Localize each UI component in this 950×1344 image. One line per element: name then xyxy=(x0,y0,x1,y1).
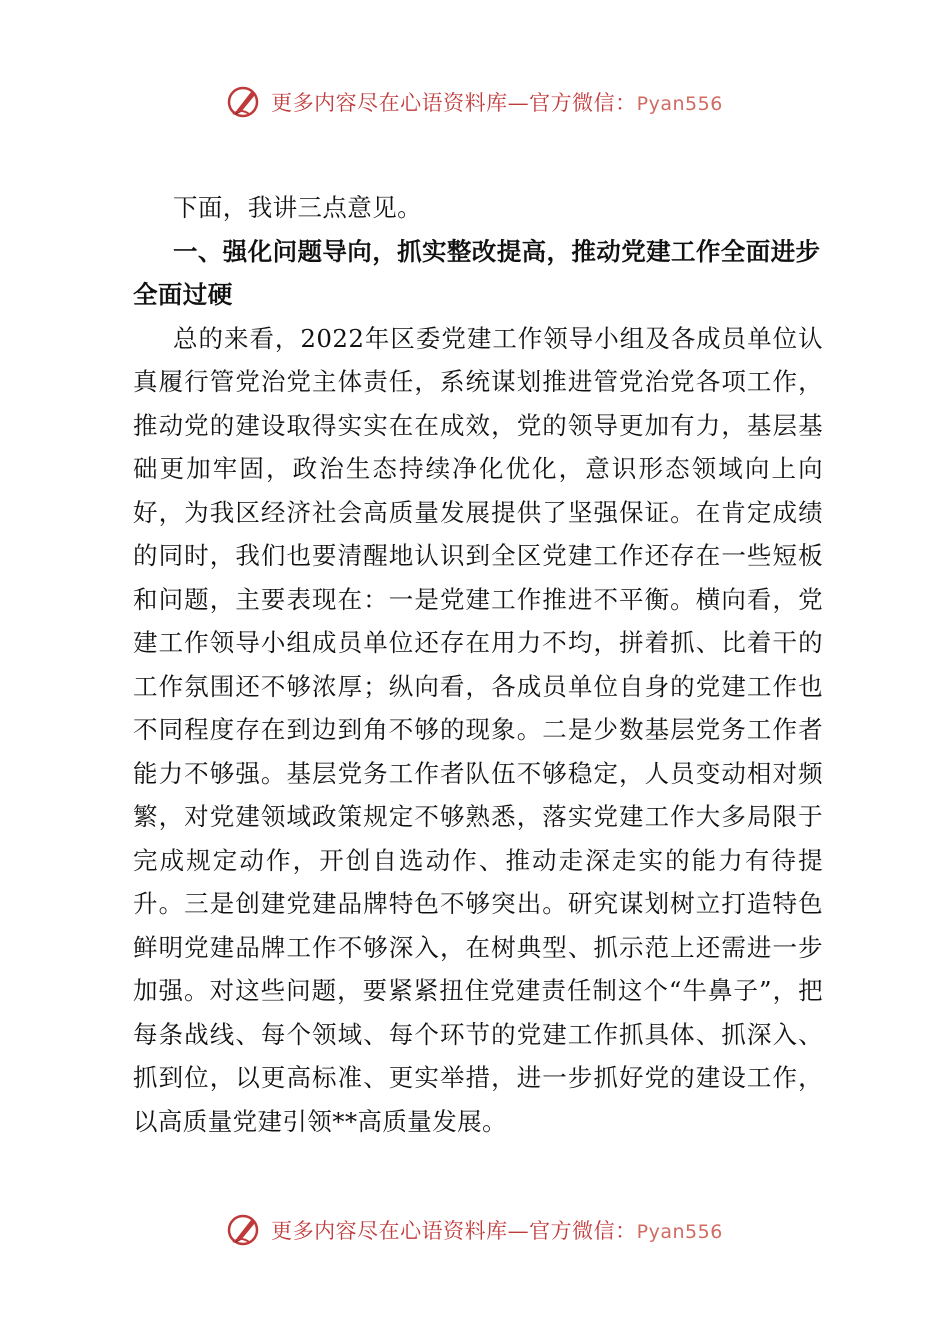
footer-watermark xyxy=(0,1210,950,1250)
pen-seal-icon xyxy=(227,84,263,120)
body-paragraph-1: 总的来看，2022年区委党建工作领导小组及各成员单位认真履行管党治党主体责任，系统谋划推进管党治党各项工作，推动党的建设取得实实在在成效，党的领导更加有力，基层基础更加牢固，政治生态持续净化优化，意识形态领域向上向好，为我区经济社会高质量发展提供了坚强保证。在肯定成绩的同时，我们也要清醒地认识到全区党建工作还存在一些短板和问题，主要表现在：一是党建工作推进不平衡。横向看，党建工作领导小组成员单位还存在用力不均，拼着抓、比着干的工作氛围还不够浓厚；纵向看，各成员单位自身的党建工作也不同程度存在到边到角不够的现象。二是少数基层党务工作者能力不够强。基层党务工作者队伍不够稳定，人员变动相对频繁，对党建领域政策规定不够熟悉，落实党建工作大多局限于完成规定动作，开创自选动作、推动走深走实的能力有待提升。三是创建党建品牌特色不够突出。研究谋划树立打造特色鲜明党建品牌工作不够深入，在树典型、抓示范上还需进一步加强。对这些问题，要紧紧扭住党建责任制这个“牛鼻子”，把每条战线、每个领域、每个环节的党建工作抓具体、抓深入、抓到位，以更高标准、更实举措，进一步抓好党的建设工作，以高质量党建引领**高质量发展。 xyxy=(133,323,823,1136)
watermark-text: 更多内容尽在心语资料库—官方微信： xyxy=(271,1219,637,1243)
section-heading-1: 一、强化问题导向，抓实整改提高，推动党建工作全面进步全面过硬 xyxy=(133,236,821,309)
watermark-text: 更多内容尽在心语资料库—官方微信： xyxy=(271,91,637,115)
intro-paragraph: 下面，我讲三点意见。 xyxy=(173,193,422,222)
watermark-wechat-id: Pyan556 xyxy=(636,1221,723,1243)
pen-seal-icon xyxy=(227,1212,263,1248)
watermark-wechat-id: Pyan556 xyxy=(636,93,723,115)
document-body xyxy=(133,186,823,1143)
header-watermark xyxy=(0,82,950,122)
